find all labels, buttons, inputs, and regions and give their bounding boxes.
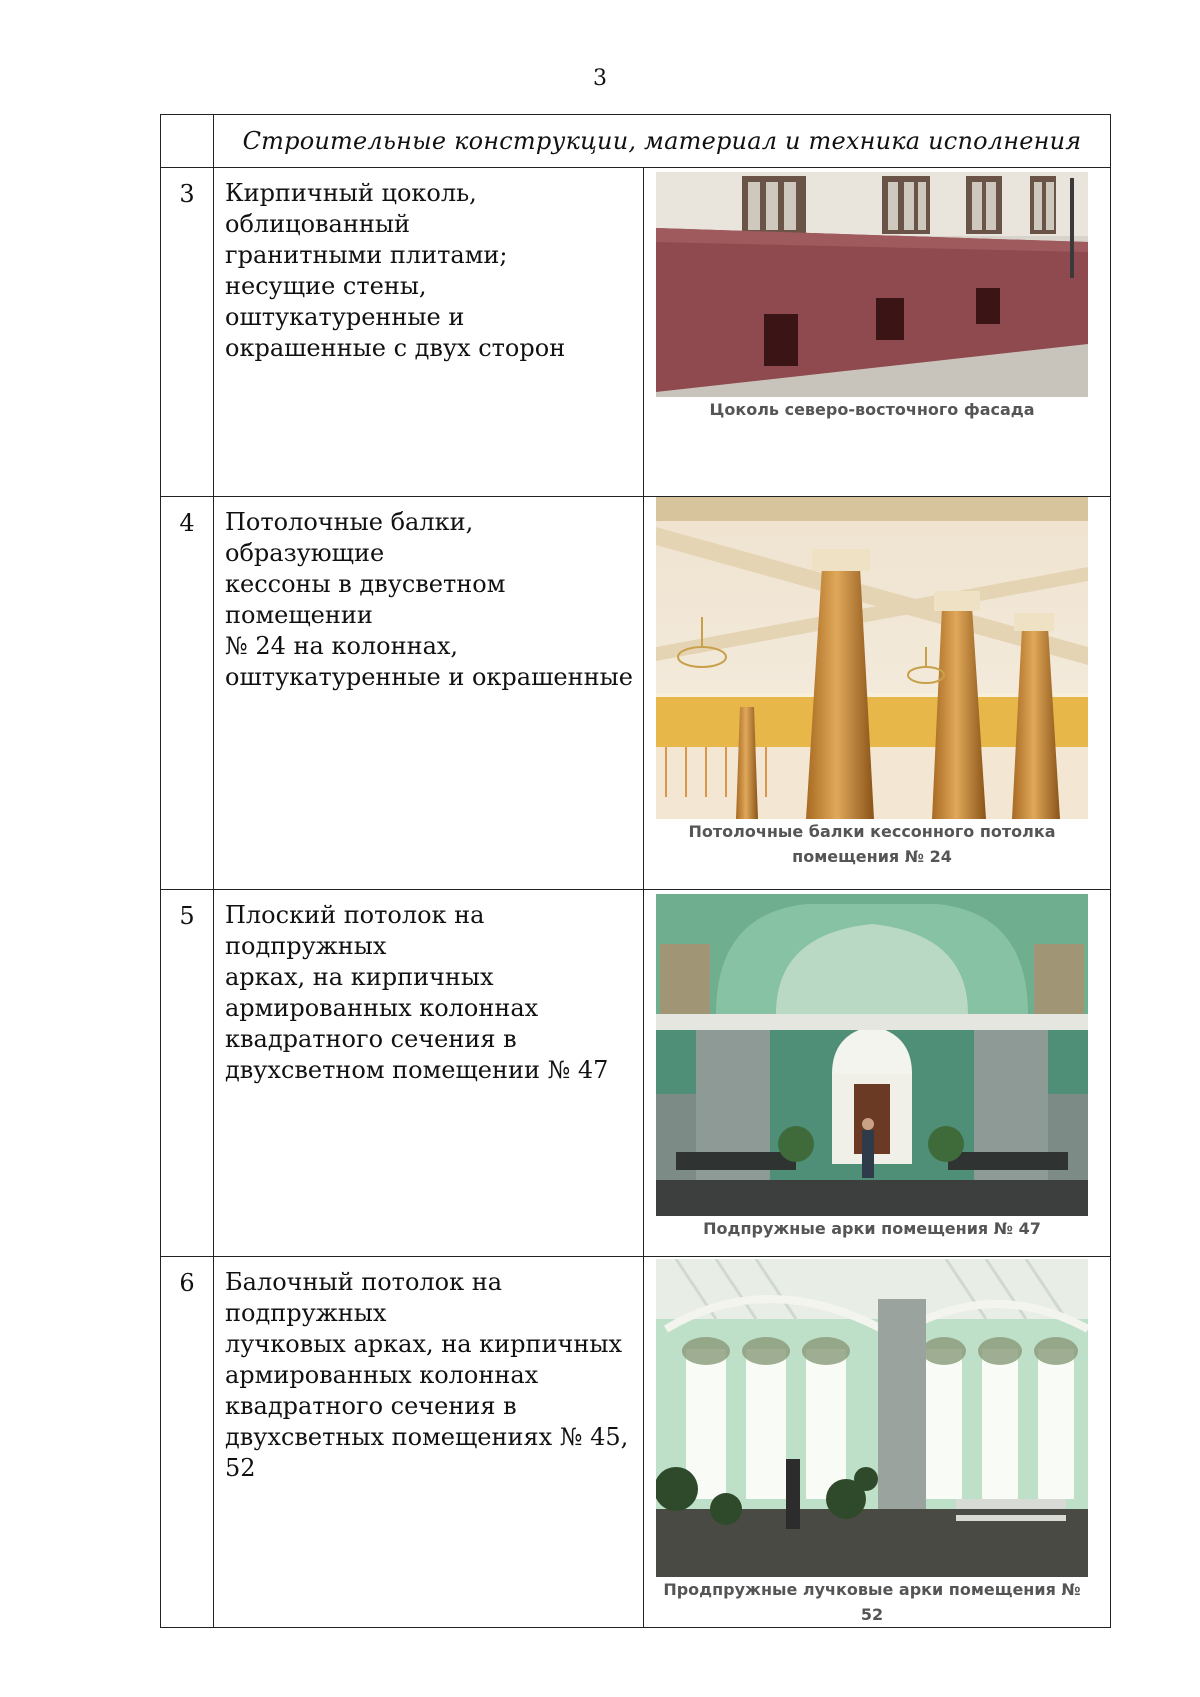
description-line: квадратного сечения в (225, 1392, 517, 1420)
constructions-table (160, 114, 1111, 1628)
description-line: Плоский потолок на подпружных (225, 901, 485, 960)
photo-caption (656, 1216, 1088, 1241)
table-row (161, 890, 1111, 1257)
row-photo-cell (644, 1257, 1111, 1628)
description-line: облицованный (225, 210, 410, 238)
description-line: Балочный потолок на подпружных (225, 1268, 503, 1327)
row-description (214, 890, 644, 1257)
row-number: 4 (161, 497, 214, 890)
description-line: лучковых арках, на кирпичных (225, 1330, 623, 1358)
description-line: 52 (225, 1454, 256, 1482)
row-description (214, 497, 644, 890)
photo-caption (656, 1577, 1088, 1627)
caption-line: Продпружные лучковые арки помещения № 52 (663, 1580, 1081, 1624)
description-line: оштукатуренные и окрашенные (225, 663, 633, 691)
page-number: 3 (593, 66, 607, 91)
description-line: Потолочные балки, образующие (225, 508, 474, 567)
table-row (161, 168, 1111, 497)
arches-hall-photo (656, 894, 1088, 1216)
row-number: 5 (161, 890, 214, 1257)
row-photo-cell (644, 168, 1111, 497)
row-number: 6 (161, 1257, 214, 1628)
table-row (161, 1257, 1111, 1628)
row-photo-cell (644, 497, 1111, 890)
table-row (161, 497, 1111, 890)
caption-line: Цоколь северо-восточного фасада (709, 400, 1035, 419)
plinth-facade-photo (656, 172, 1088, 397)
description-line: двухсветных помещениях № 45, (225, 1423, 629, 1451)
row-description (214, 1257, 644, 1628)
photo-caption (656, 397, 1088, 422)
caption-line: Подпружные арки помещения № 47 (703, 1219, 1041, 1238)
description-line: кессоны в двусветном помещении (225, 570, 506, 629)
table-header: Строительные конструкции, материал и техника исполнения (214, 115, 1111, 168)
photo-caption (656, 819, 1088, 869)
description-line: арках, на кирпичных (225, 963, 494, 991)
header-empty-cell (161, 115, 214, 168)
description-line: Кирпичный цоколь, (225, 179, 477, 207)
description-line: армированных колоннах (225, 1361, 539, 1389)
caption-line: помещения № 24 (792, 847, 952, 866)
description-line: гранитными плитами; (225, 241, 508, 269)
description-line: армированных колоннах (225, 994, 539, 1022)
table-header-row (161, 115, 1111, 168)
row-photo-cell (644, 890, 1111, 1257)
description-line: квадратного сечения в (225, 1025, 517, 1053)
row-number: 3 (161, 168, 214, 497)
segmental-arches-photo (656, 1259, 1088, 1577)
coffered-ceiling-photo (656, 497, 1088, 819)
description-line: несущие стены, оштукатуренные и (225, 272, 465, 331)
description-line: окрашенные с двух сторон (225, 334, 566, 362)
description-line: двухсветном помещении № 47 (225, 1056, 609, 1084)
caption-line: Потолочные балки кессонного потолка (688, 822, 1056, 841)
description-line: № 24 на колоннах, (225, 632, 459, 660)
row-description (214, 168, 644, 497)
